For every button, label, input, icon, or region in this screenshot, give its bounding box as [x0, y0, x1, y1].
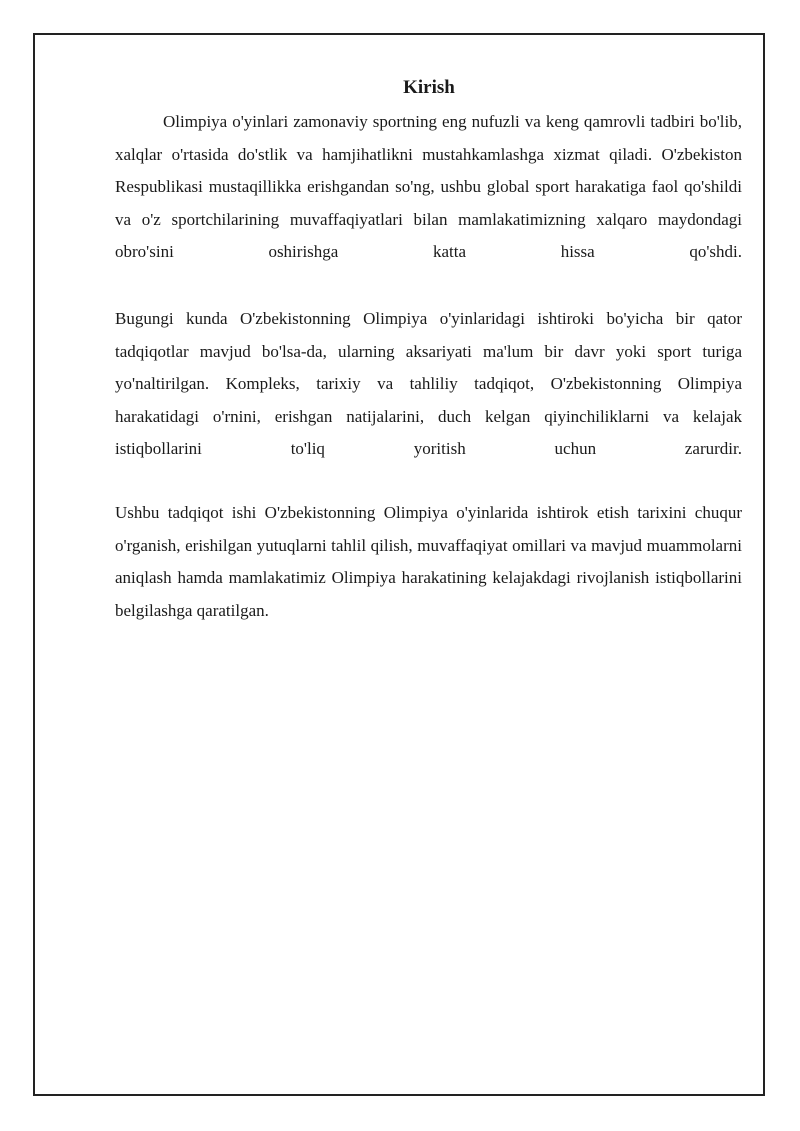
paragraph-research-status: Bugungi kunda O'zbekistonning Olimpiya o'yinlaridagi ishtiroki bo'yicha bir qator tadqiqotlar mavjud bo'lsa-da, ularning aksariyati ma'lum bir davr yoki sport turiga yo'naltirilgan. Kompleks, tarixiy va tahliliy tadqiqot, O'zbekistonning Olimpiya harakatidagi o'rnini, erishgan natijalarini, duch kelgan qiyinchiliklarni va kelajak istiqbollarini to'liq yoritish uchun zarurdir.	[115, 309, 742, 458]
paragraph-intro: Olimpiya o'yinlari zamonaviy sportning eng nufuzli va keng qamrovli tadbiri bo'lib, xalqlar o'rtasida do'stlik va hamjihatlikni mustahkamlashga xizmat qiladi. O'zbekiston Respublikasi mustaqillikka erishgandan so'ng, ushbu global sport harakatiga faol qo'shildi va o'z sportchilarining muvaffaqiyatlari bilan mamlakatimizning xalqaro maydondagi obro'sini oshirishga katta hissa qo'shdi.	[115, 112, 742, 261]
page-title: Kirish	[403, 77, 455, 98]
paragraph-research-aim: Ushbu tadqiqot ishi O'zbekistonning Olimpiya o'yinlarida ishtirok etish tarixini chuqur o'rganish, erishilgan yutuqlarni tahlil qilish, muvaffaqiyat omillari va mavjud muammolarni aniqlash hamda mamlakatimiz Olimpiya harakatining kelajakdagi rivojlanish istiqbollarini belgilashga qaratilgan.	[115, 503, 742, 620]
